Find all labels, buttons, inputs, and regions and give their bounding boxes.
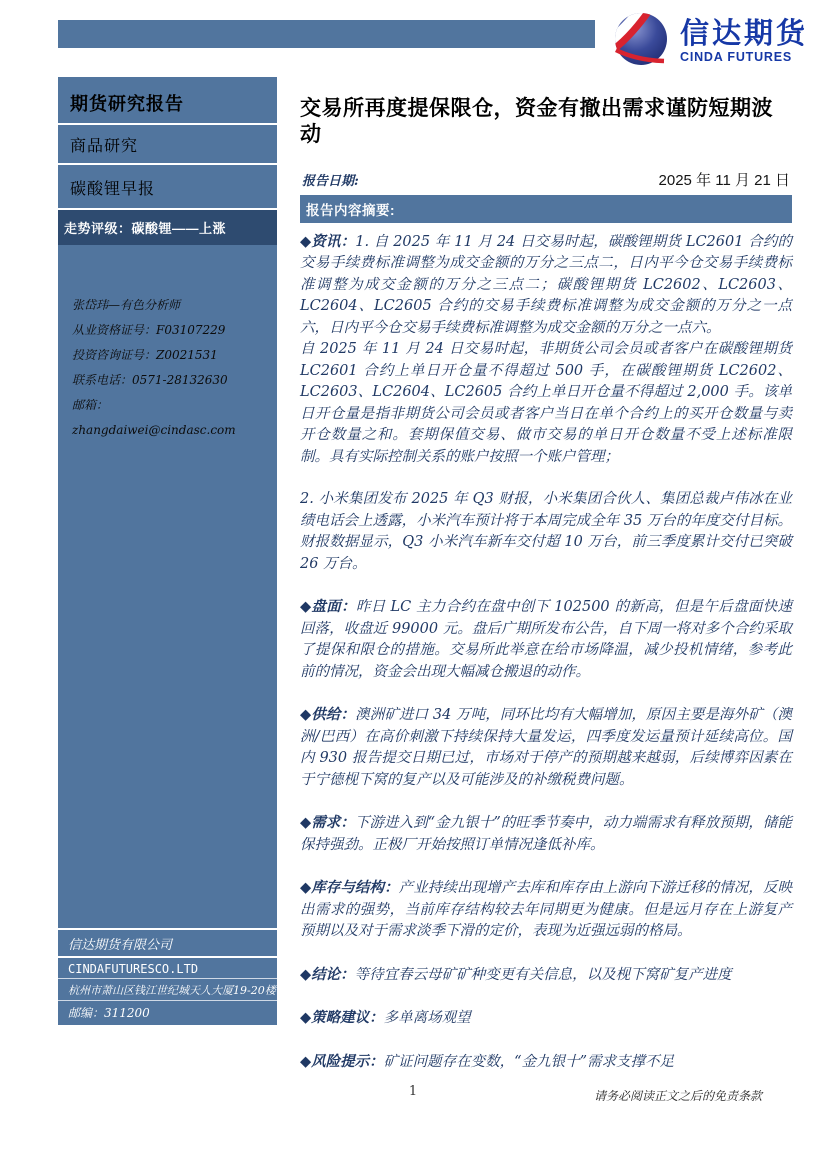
sidebar-report-name: 碳酸锂早报 [58,165,277,210]
company-name-en: CINDAFUTURESCO.LTD [58,956,277,978]
para-news-item2: 2. 小米集团发布 2025 年 Q3 财报，小米集团合伙人、集团总裁卢伟冰在业绩电话会上透露，小米汽车预计将于本周完成全年 35 万台的年度交付目标。财报数据显示，Q3 小米汽车新车交付超 10 万台，前三季度累计交付已突破 26 万台。 [300,491,792,572]
sidebar-report-type: 期货研究报告 [58,77,277,125]
report-date-value: 2025 年 11 月 21 日 [658,171,790,189]
report-title: 交易所再度提保限仓，资金有撤出需求谨防短期波动 [300,97,773,147]
company-name-cn: 信达期货有限公司 [58,928,277,956]
para-conclusion: ◆结论：等待宜春云母矿矿种变更有关信息，以及枧下窝矿复产进度 [300,965,732,983]
brand-logo [614,12,808,71]
top-banner-bar [58,20,595,48]
analyst-qualification-no: 从业资格证号：F03107229 [72,323,226,337]
analyst-phone: 联系电话：0571-28132630 [72,373,228,387]
para-inventory: ◆库存与结构：产业持续出现增产去库和库存由上游向下游迁移的情况，反映出需求的强势，当前库存结构较去年同期更为健康。但是远月存在上游复产预期以及对于需求淡季下滑的定价，表现为近强远弱的格局。 [300,879,793,939]
sidebar-panel [58,77,277,1025]
analyst-advisory-no: 投资咨询证号：Z0021531 [72,348,218,362]
report-date-label: 报告日期: [302,173,359,189]
company-postcode: 邮编：311200 [58,1000,277,1025]
company-info-block [58,928,277,1025]
cinda-globe-icon [614,12,668,71]
para-market: ◆盘面：昨日 LC 主力合约在盘中创下 102500 的新高，但是午后盘面快速回落，收盘近 99000 元。盘后广期所发布公告，自下周一将对多个合约采取了提保和限仓的措施。交易所此举意在给市场降温，减少投机情绪，参考此前的情况，资金会出现大幅减仓搬退的动作。 [300,598,793,680]
para-demand: ◆需求：下游进入到“金九银十”的旺季节奏中，动力端需求有释放预期，储能保持强劲。正极厂开始按照订单情况逢低补库。 [300,814,792,853]
company-address: 杭州市萧山区钱江世纪城天人大厦19-20楼 [58,978,277,1000]
report-date-row [300,169,792,190]
para-risk: ◆风险提示：矿证问题存在变数，“金九银十”需求支撑不足 [300,1052,674,1070]
para-supply: ◆供给：澳洲矿进口 34 万吨，同环比均有大幅增加，原因主要是海外矿（澳洲/巴西）在高价刺激下持续保持大量发运，四季度发运量预计延续高位。国内 930 报告提交日期已过，市场对于停产的预期越来越弱，后续博弈因素在于宁德枧下窝的复产以及可能涉及的补缴税费问题。 [300,706,793,788]
trend-rating-banner: 走势评级：碳酸锂——上涨 [58,210,277,245]
analyst-info-block [58,293,277,443]
para-news-continued: 自 2025 年 11 月 24 日交易时起，非期货公司会员或者客户在碳酸锂期货 LC2601 合约上单日开仓量不得超过 500 手，在碳酸锂期货 LC2602、LC2603、LC2604、LC2605 合约上单日开仓量不得超过 2,000 手。该单日开仓量是指非期货公司会员或者客户当日在单个合约上的买开仓数量与卖开仓数量之和。套期保值交易、做市交易的单日开仓数量不受上述标准限制。具有实际控制关系的账户按照一个账户管理； [300,341,792,465]
report-body [300,231,792,1074]
analyst-name: 张岱玮—有色分析师 [72,298,181,312]
brand-name-en: CINDA FUTURES [680,49,793,64]
sidebar-research-category: 商品研究 [58,125,277,165]
brand-name-cn: 信达期货 [680,17,809,50]
summary-header-bar: 报告内容摘要: [300,195,792,223]
report-main-column [300,96,792,1073]
para-news: ◆资讯：1. 自 2025 年 11 月 24 日交易时起，碳酸锂期货 LC2601 合约的交易手续费标准调整为成交金额的万分之三点二，日内平今仓交易手续费标准调整为成交金额的万分之三点二；碳酸锂期货 LC2602、LC2603、LC2604、LC2605 合约的交易手续费标准调整为成交金额的万分之一点六，日内平今仓交易手续费标准调整为成交金额的万分之一点六。 [300,232,792,336]
para-strategy: ◆策略建议：多单离场观望 [300,1009,471,1026]
analyst-email: 邮箱：zhangdaiwei@cindasc.com [72,398,236,437]
page-number: 1 [408,1084,418,1099]
disclaimer-note: 请务必阅读正文之后的免责条款 [594,1089,763,1103]
